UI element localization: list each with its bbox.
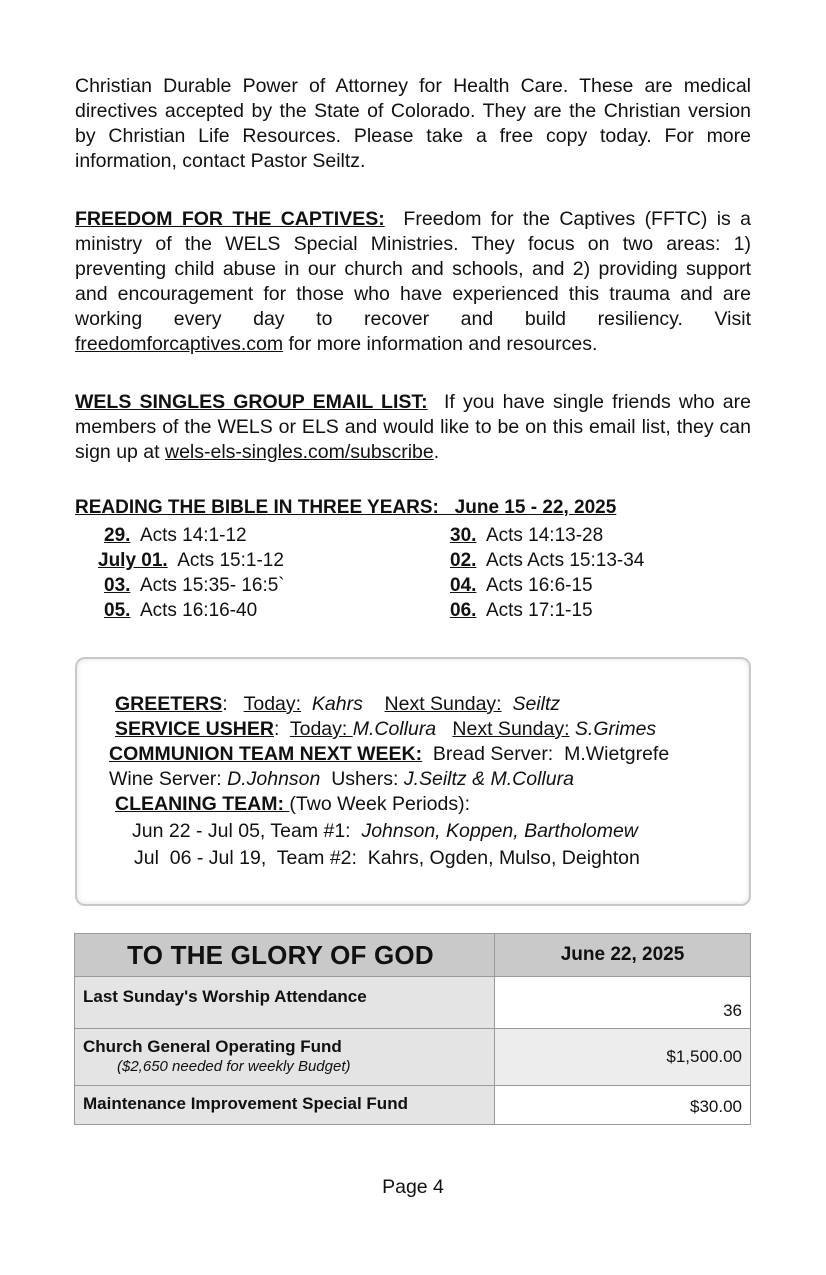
- reading-item: [450, 548, 750, 573]
- bread-label: Bread Server:: [432, 743, 554, 765]
- team1-members: Johnson, Koppen, Bartholomew: [361, 820, 638, 842]
- finance-header: [75, 934, 751, 977]
- communion-label: COMMUNION TEAM NEXT WEEK:: [109, 743, 423, 765]
- fftc-text: Freedom for the Captives (FFTC) is a ministry of the WELS Special Ministries. They focus on two areas: 1) preventing child abuse in our church and schools, and 2) providing support and encouragement for those who have experienced this trauma and are working every day to recover and build resiliency. Visit: [75, 208, 751, 330]
- reading-day: 04.: [450, 575, 477, 596]
- reading-passage: Acts 16:16-40: [139, 600, 258, 621]
- greeters-next-label: Next Sunday:: [384, 693, 502, 715]
- bread-server: M.Wietgrefe: [564, 743, 670, 765]
- wine-label: Wine Server:: [109, 768, 222, 790]
- reading-item: [75, 523, 450, 548]
- reading-day: 29.: [104, 525, 131, 546]
- table-row: [75, 977, 751, 1029]
- row-label-text: Maintenance Improvement Special Fund: [83, 1094, 408, 1113]
- cleaning-note: (Two Week Periods):: [289, 793, 471, 815]
- reading-day: 05.: [104, 600, 131, 621]
- ushers-label: Ushers:: [331, 768, 399, 790]
- team2-line: [134, 846, 640, 871]
- team1-period: Jun 22 - Jul 05, Team #1:: [132, 820, 351, 842]
- reading-passage: Acts Acts 15:13-34: [485, 550, 645, 571]
- wine-server: D.Johnson: [227, 768, 321, 790]
- cleaning-label: CLEANING TEAM:: [115, 793, 290, 815]
- reading-item: [450, 598, 750, 623]
- finance-date: June 22, 2025: [495, 934, 751, 977]
- usher-next: S.Grimes: [574, 718, 657, 740]
- singles-link[interactable]: wels-els-singles.com/subscribe: [164, 441, 434, 463]
- usher-line: SERVICE USHER: Today: M.Collura Next Sunday: S.Grimes: [115, 718, 657, 740]
- reading-day: 02.: [450, 550, 477, 571]
- wine-line: [109, 767, 574, 792]
- row-label-text: Last Sunday's Worship Attendance: [83, 987, 367, 1006]
- greeters-today: Kahrs: [311, 693, 363, 715]
- team1-line: [132, 819, 638, 844]
- team2-period: Jul 06 - Jul 19, Team #2:: [134, 847, 357, 869]
- fftc-text-after: for more information and resources.: [288, 333, 598, 355]
- ushers-names: J.Seiltz & M.Collura: [403, 768, 574, 790]
- fftc-link[interactable]: freedomforcaptives.com: [75, 333, 284, 355]
- intro-paragraph: Christian Durable Power of Attorney for Health Care. These are medical directives accepted by the State of Colorado. They are the Christian version by Christian Life Resources. Please take a free copy today. For more information, contact Pastor Seiltz.: [75, 75, 751, 172]
- page-content: [75, 74, 751, 623]
- usher-today-label: Today:: [289, 718, 353, 740]
- row-label-text: Church General Operating Fund: [83, 1037, 342, 1056]
- finance-table: [74, 933, 751, 1125]
- fftc-heading: FREEDOM FOR THE CAPTIVES:: [75, 208, 385, 230]
- row-value: 36: [495, 977, 751, 1029]
- greeters-line: GREETERS: Today: Kahrs Next Sunday: Seiltz: [115, 693, 561, 715]
- singles-heading: WELS SINGLES GROUP EMAIL LIST:: [75, 391, 428, 413]
- team2-members: Kahrs, Ogden, Mulso, Deighton: [367, 847, 640, 869]
- row-label: [75, 1086, 495, 1125]
- singles-paragraph: [75, 390, 751, 465]
- reading-day: 06.: [450, 600, 477, 621]
- greeters-today-label: Today:: [243, 693, 302, 715]
- cleaning-line: [115, 792, 470, 817]
- singles-text-after: .: [433, 441, 440, 463]
- communion-line: [109, 742, 669, 767]
- finance-title: TO THE GLORY OF GOD: [75, 934, 495, 977]
- greeters-label: GREETERS: [115, 693, 223, 715]
- reading-day: 03.: [104, 575, 131, 596]
- usher-today: M.Collura: [352, 718, 437, 740]
- reading-list: [75, 523, 751, 623]
- service-schedule-box: [75, 657, 751, 906]
- reading-passage: Acts 15:1-12: [177, 550, 284, 571]
- usher-next-label: Next Sunday:: [452, 718, 570, 740]
- reading-item: [75, 573, 450, 598]
- reading-passage: Acts 14:13-28: [485, 525, 604, 546]
- reading-passage: Acts 17:1-15: [485, 600, 593, 621]
- usher-label: SERVICE USHER: [115, 718, 274, 740]
- reading-item: [450, 573, 750, 598]
- reading-passage: Acts 16:6-15: [485, 575, 593, 596]
- reading-item: [75, 548, 450, 573]
- reading-day: 30.: [450, 525, 477, 546]
- row-value: $1,500.00: [495, 1029, 751, 1086]
- reading-day: July 01.: [98, 550, 168, 571]
- singles-text: If you have single friends who are members of the WELS or ELS and would like to be on this email list, they can sign up at: [75, 391, 751, 463]
- page-number: Page 4: [382, 1176, 444, 1198]
- greeters-next: Seiltz: [512, 693, 561, 715]
- table-row: [75, 1086, 751, 1125]
- reading-title: READING THE BIBLE IN THREE YEARS: June 15 - 22, 2025: [75, 497, 617, 518]
- reading-item: [450, 523, 750, 548]
- reading-passage: Acts 15:35- 16:5`: [139, 575, 285, 596]
- table-row: [75, 1029, 751, 1086]
- row-note: ($2,650 needed for weekly Budget): [117, 1058, 351, 1075]
- row-label: [75, 1029, 495, 1086]
- row-value: $30.00: [495, 1086, 751, 1125]
- reading-item: [75, 598, 450, 623]
- row-label: [75, 977, 495, 1029]
- reading-passage: Acts 14:1-12: [139, 525, 247, 546]
- fftc-paragraph: [75, 207, 751, 357]
